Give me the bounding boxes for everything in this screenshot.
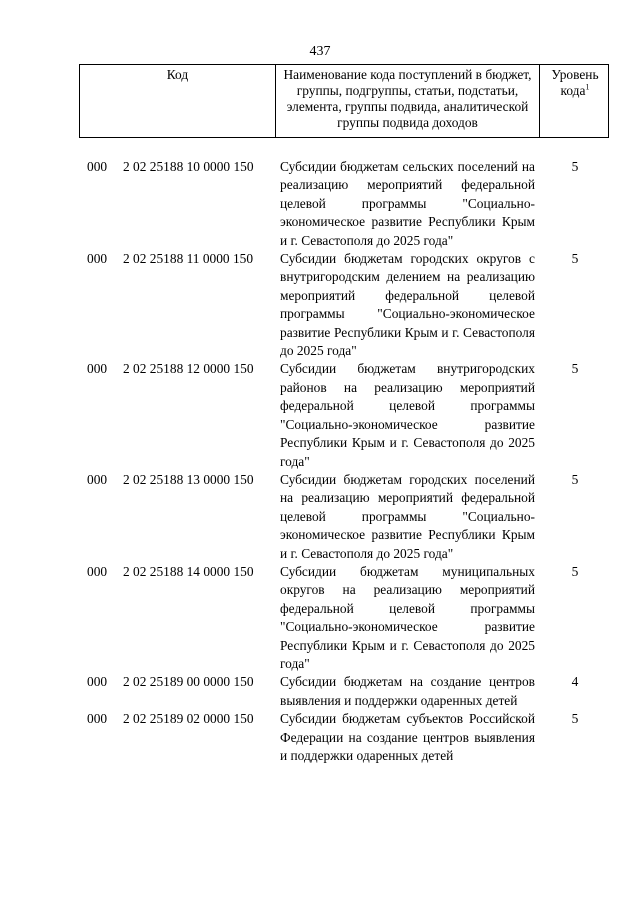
row-name: Субсидии бюджетам субъектов Российской Федерации на создание центров выявления и поддержки одаренных детей xyxy=(280,711,535,763)
row-level: 5 xyxy=(571,471,579,487)
table-body xyxy=(0,158,640,765)
table-row xyxy=(0,673,640,710)
row-name: Субсидии бюджетам городских округов с внутригородским делением на реализацию мероприятий федеральной целевой программы "Социально-экономическое развитие Республики Крым и г. Севастополя до 2025 года" xyxy=(280,251,535,359)
header-level-label: Уровень кода xyxy=(551,67,599,98)
row-admin-code: 000 xyxy=(87,711,108,727)
table-row xyxy=(0,158,640,250)
table-row xyxy=(0,710,640,765)
row-name: Субсидии бюджетам городских поселений на реализацию мероприятий федеральной целевой программы "Социально-экономическое развитие Республики Крым и г. Севастополя до 2025 года" xyxy=(280,471,535,561)
row-admin-code: 000 xyxy=(87,563,108,579)
row-level: 5 xyxy=(571,361,579,377)
row-admin-code: 000 xyxy=(87,674,108,690)
row-admin-code: 000 xyxy=(87,471,108,487)
header-name: Наименование кода поступлений в бюджет, группы, подгруппы, статьи, подстатьи, элемента, группы подвида, аналитической группы подвида доходов xyxy=(276,65,540,137)
row-name: Субсидии бюджетам муниципальных округов на реализацию мероприятий федеральной целевой программы "Социально-экономическое развитие Республики Крым и г. Севастополя до 2025 года" xyxy=(280,563,535,671)
row-budget-code: 2 02 25188 11 0000 150 xyxy=(123,251,254,267)
row-budget-code: 2 02 25188 12 0000 150 xyxy=(123,361,254,377)
row-budget-code: 2 02 25188 14 0000 150 xyxy=(123,563,254,579)
table-row xyxy=(0,563,640,673)
header-code: Код xyxy=(80,65,276,137)
header-level-footnote: 1 xyxy=(585,82,590,92)
table-row xyxy=(0,360,640,470)
row-name: Субсидии бюджетам на создание центров выявления и поддержки одаренных детей xyxy=(280,674,535,708)
row-budget-code: 2 02 25189 02 0000 150 xyxy=(123,711,254,727)
table-header xyxy=(79,64,609,138)
row-level: 5 xyxy=(571,711,579,727)
row-name: Субсидии бюджетам сельских поселений на реализацию мероприятий федеральной целевой программы "Социально-экономическое развитие Республики Крым и г. Севастополя до 2025 года" xyxy=(280,159,535,248)
row-level: 4 xyxy=(571,674,579,690)
row-name: Субсидии бюджетам внутригородских районов на реализацию мероприятий федеральной целевой программы "Социально-экономическое развитие Республики Крым и г. Севастополя до 2025 года" xyxy=(280,361,535,469)
table-row xyxy=(0,471,640,563)
table-row xyxy=(0,250,640,360)
row-budget-code: 2 02 25188 13 0000 150 xyxy=(123,471,254,487)
row-budget-code: 2 02 25189 00 0000 150 xyxy=(123,674,254,690)
header-level xyxy=(540,65,610,137)
page-number: 437 xyxy=(309,44,331,59)
row-level: 5 xyxy=(571,159,579,174)
row-budget-code: 2 02 25188 10 0000 150 xyxy=(123,159,254,174)
row-admin-code: 000 xyxy=(87,251,108,267)
row-level: 5 xyxy=(571,563,579,579)
row-admin-code: 000 xyxy=(87,159,108,174)
row-level: 5 xyxy=(571,251,579,267)
row-admin-code: 000 xyxy=(87,361,108,377)
